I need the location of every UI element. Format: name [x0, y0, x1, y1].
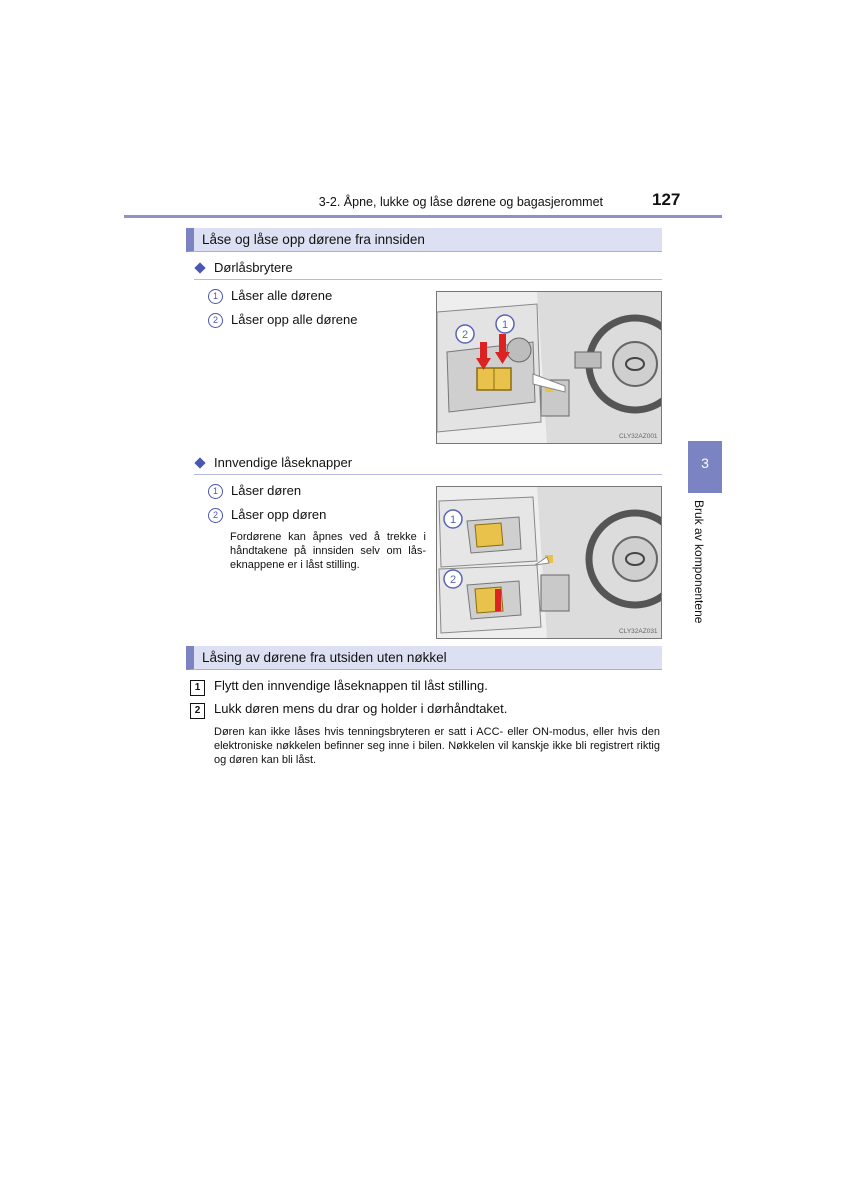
figure-code: CLY32AZ001 — [619, 433, 658, 440]
list-item — [208, 483, 301, 501]
step-number: 2 — [190, 703, 205, 719]
chapter-title-vertical: Bruk av komponentene — [692, 500, 706, 624]
diamond-bullet-icon — [194, 262, 205, 273]
callout-1: 1 — [501, 319, 509, 331]
section-heading-lock-inside — [186, 228, 662, 252]
chapter-tab — [688, 441, 722, 493]
circled-number: 2 — [208, 508, 223, 523]
page-number: 127 — [652, 190, 681, 209]
running-header: 3-2. Åpne, lukke og låse dørene og bagasjerommet — [318, 195, 603, 209]
list-item — [208, 288, 332, 306]
step-text: Lukk døren mens du drar og holder i dørhåndtaket. — [214, 701, 508, 716]
callout-2: 2 — [449, 574, 457, 586]
subheading-door-lock-switches — [194, 259, 662, 280]
circled-number: 1 — [208, 289, 223, 304]
subheading-text: Innvendige låseknapper — [214, 455, 353, 470]
diamond-bullet-icon — [194, 457, 205, 468]
circled-number: 2 — [208, 313, 223, 328]
header-rule — [124, 215, 722, 218]
section-heading-lock-outside — [186, 646, 662, 670]
callout-1: 1 — [449, 514, 457, 526]
step-text: Flytt den innvendige låseknappen til låst stilling. — [214, 678, 488, 693]
list-item — [208, 312, 357, 330]
list-item-text: Låser opp døren — [231, 507, 327, 522]
list-item-text: Låser opp alle dørene — [231, 312, 358, 327]
section-heading-text: Låse og låse opp dørene fra innsiden — [202, 232, 425, 247]
figure-code: CLY32AZ031 — [619, 628, 658, 635]
note-text: Fordørene kan åpnes ved å trekke i håndtakene på innsiden selv om lås-eknappene er i låst stilling. — [230, 531, 426, 571]
callout-2: 2 — [461, 329, 469, 341]
step-item — [190, 701, 507, 719]
circled-number: 1 — [208, 484, 223, 499]
note-text: Døren kan ikke låses hvis tenningsbryteren er satt i ACC- eller ON-modus, eller hvis den elektroniske nøkkelen befinner seg inne i bilen. Nøkkelen vil kanskje ikke bli registrert riktig og døren kan bli låst. — [214, 726, 660, 766]
list-item — [208, 507, 326, 525]
chapter-number: 3 — [701, 455, 709, 471]
subheading-text: Dørlåsbrytere — [214, 260, 293, 275]
list-item-text: Låser alle dørene — [231, 288, 333, 303]
step-item — [190, 678, 488, 696]
section-heading-text: Låsing av dørene fra utsiden uten nøkkel — [202, 650, 447, 665]
subheading-inside-lock-buttons — [194, 454, 662, 475]
list-item-text: Låser døren — [231, 483, 302, 498]
inside-lock-button-illustration — [436, 486, 662, 639]
door-lock-switch-illustration — [436, 291, 662, 444]
step-number: 1 — [190, 680, 205, 696]
